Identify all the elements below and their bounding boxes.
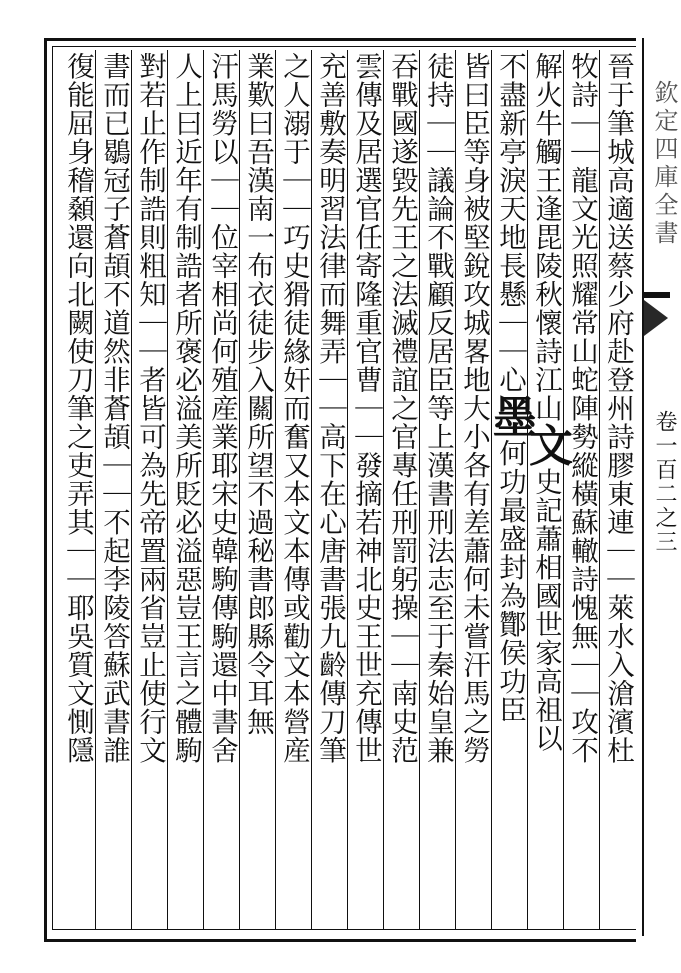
- text-column: [521, 52, 572, 930]
- text-column: 牧詩｜｜龍文光照耀常山蛇陣勢縱橫蘇轍詩愧無｜｜攻不: [566, 52, 598, 765]
- column-text: 解火牛觸王逢毘陵秋懷詩江山: [530, 52, 562, 423]
- strip-rule: [642, 38, 644, 936]
- text-column: 書而已鶡冠子蒼頡不道然非蒼頡｜｜不起李陵答蘇武書誰: [98, 52, 130, 765]
- text-column: 晉于筆城高適送蔡少府赴登州詩膠東連｜｜萊水入滄濱杜: [602, 52, 634, 765]
- text-column: 之人溺于｜｜巧史猾徒緣奸而奮又本文本傳或勸文本營産: [278, 52, 310, 765]
- text-column: 對若止作制誥則粗知｜｜者皆可為先帝置兩省豈止使行文: [134, 52, 166, 765]
- text-column: 充善敷奏明習法律而舞弄｜｜高下在心唐書張九齡傳刀筆: [314, 52, 346, 765]
- text-column: 人上曰近年有制誥者所褒必溢美所貶必溢惡豈王言之體駒: [170, 52, 202, 765]
- text-column: [485, 52, 536, 930]
- column-text: 何功最盛封為酇侯功臣: [494, 439, 526, 724]
- text-column: 皆曰臣等身被堅銳攻城畧地大小各有差蕭何未嘗汗馬之勞: [458, 52, 490, 765]
- text-column: 復能屈身稽顙還向北闕使刀筆之吏弄其｜｜耶吳質文惻隱: [62, 52, 94, 765]
- book-title: 欽定四庫全書: [650, 80, 678, 248]
- section-heading-mo: 墨: [485, 394, 536, 439]
- fish-tail-icon: [644, 300, 668, 336]
- text-column: 徒持｜｜議論不戰顧反居臣等上漢書刑法志至于秦始皇兼: [422, 52, 454, 765]
- text-column: 吞戰國遂毀先王之法滅禮誼之官專任刑罰躬操｜｜南史范: [386, 52, 418, 765]
- section-heading-wen: 文: [521, 422, 572, 468]
- text-column: 汗馬勞以｜｜位宰相尚何殖産業耶宋史韓駒傳駒還中書舍: [206, 52, 238, 765]
- column-text: 史記蕭相國世家高祖以: [530, 467, 562, 753]
- text-column: 雲傳及居選官任寄隆重官曹｜｜發摘若神北史王世充傳世: [350, 52, 382, 765]
- text-column: 業歎曰吾漢南一布衣徒步入關所望不過秘書郎縣令耳無: [242, 52, 274, 736]
- column-text: 不盡新亭淚天地長懸｜｜心: [494, 52, 526, 394]
- page-heart-strip: [636, 0, 681, 973]
- fish-tail-mark: [644, 292, 670, 298]
- volume-label: 卷一百二之三: [652, 410, 677, 554]
